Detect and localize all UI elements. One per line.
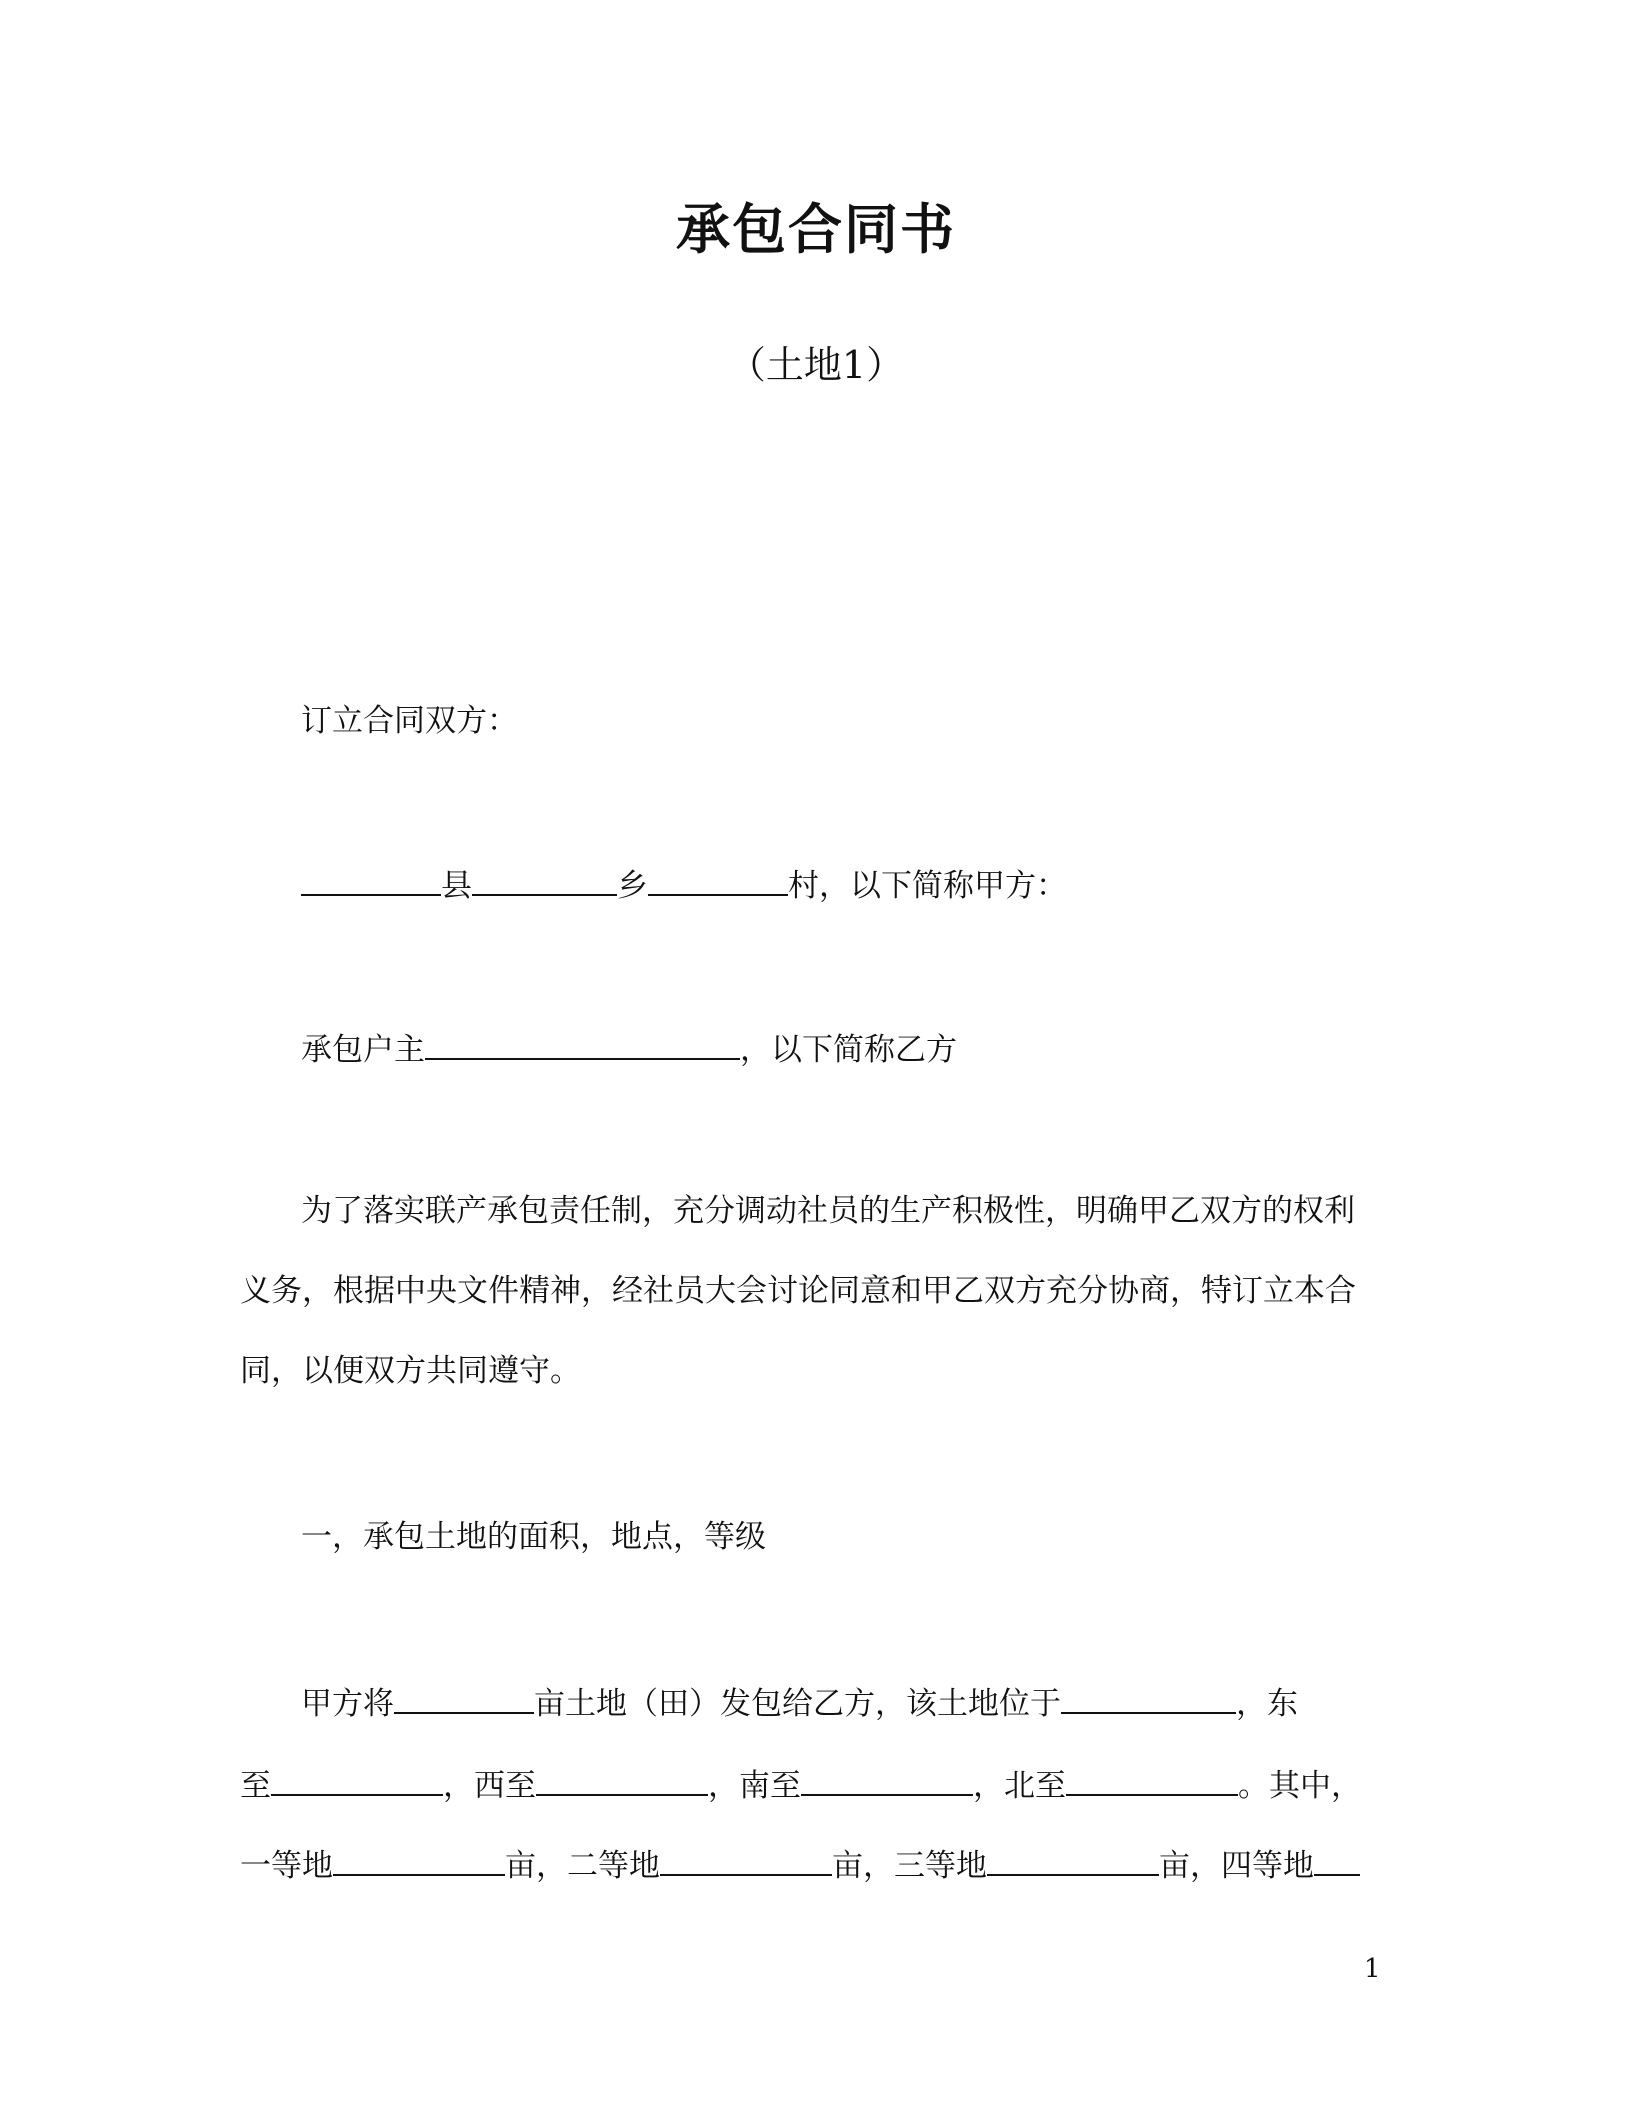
grade-1-blank[interactable]: [333, 1840, 505, 1876]
village-label: 村，以下简称甲方：: [788, 868, 1067, 904]
page-number: 1: [1364, 1954, 1381, 1984]
text-segment: 。其中，: [1238, 1768, 1362, 1804]
grade-3-blank[interactable]: [987, 1840, 1159, 1876]
household-head-blank[interactable]: [425, 1024, 740, 1060]
purpose-line-3: 同，以便双方共同遵守。: [240, 1353, 581, 1389]
text-segment: 亩，四等地: [1159, 1848, 1314, 1884]
county-blank[interactable]: [301, 860, 441, 896]
north-boundary-blank[interactable]: [1066, 1760, 1238, 1796]
section-1-heading: 一，承包土地的面积，地点，等级: [301, 1519, 766, 1555]
township-label: 乡: [617, 868, 648, 904]
text-segment: 亩，二等地: [505, 1848, 660, 1884]
purpose-line-1: 为了落实联产承包责任制，充分调动社员的生产积极性，明确甲乙双方的权利: [301, 1193, 1355, 1229]
village-blank[interactable]: [648, 860, 788, 896]
grade-2-blank[interactable]: [660, 1840, 832, 1876]
party-b-suffix: ，以下简称乙方: [740, 1032, 957, 1068]
text-segment: 至: [240, 1768, 271, 1804]
text-segment: 亩土地（田）发包给乙方，该土地位于: [534, 1686, 1061, 1722]
text-segment: 一等地: [240, 1848, 333, 1884]
text-segment: ，东: [1236, 1686, 1298, 1722]
document-title: 承包合同书: [676, 198, 956, 261]
text-segment: ，西至: [443, 1768, 536, 1804]
text-segment: ，北至: [973, 1768, 1066, 1804]
text-segment: 甲方将: [301, 1686, 394, 1722]
township-blank[interactable]: [472, 860, 617, 896]
party-b-prefix: 承包户主: [301, 1032, 425, 1068]
west-boundary-blank[interactable]: [536, 1760, 708, 1796]
party-b-line: [301, 1024, 957, 1073]
section-1-line-3: [240, 1840, 1360, 1889]
grade-4-blank[interactable]: [1314, 1840, 1360, 1876]
purpose-line-2: 义务，根据中央文件精神，经社员大会讨论同意和甲乙双方充分协商，特订立本合: [240, 1273, 1356, 1309]
area-blank[interactable]: [394, 1678, 534, 1714]
text-segment: 亩，三等地: [832, 1848, 987, 1884]
party-a-line: [301, 860, 1067, 909]
county-label: 县: [441, 868, 472, 904]
section-1-line-2: [240, 1760, 1362, 1809]
section-1-line-1: [301, 1678, 1298, 1727]
east-boundary-blank[interactable]: [271, 1760, 443, 1796]
location-blank[interactable]: [1061, 1678, 1236, 1714]
parties-heading: 订立合同双方：: [301, 703, 518, 739]
text-segment: ，南至: [708, 1768, 801, 1804]
document-subtitle: （土地1）: [727, 343, 905, 387]
south-boundary-blank[interactable]: [801, 1760, 973, 1796]
